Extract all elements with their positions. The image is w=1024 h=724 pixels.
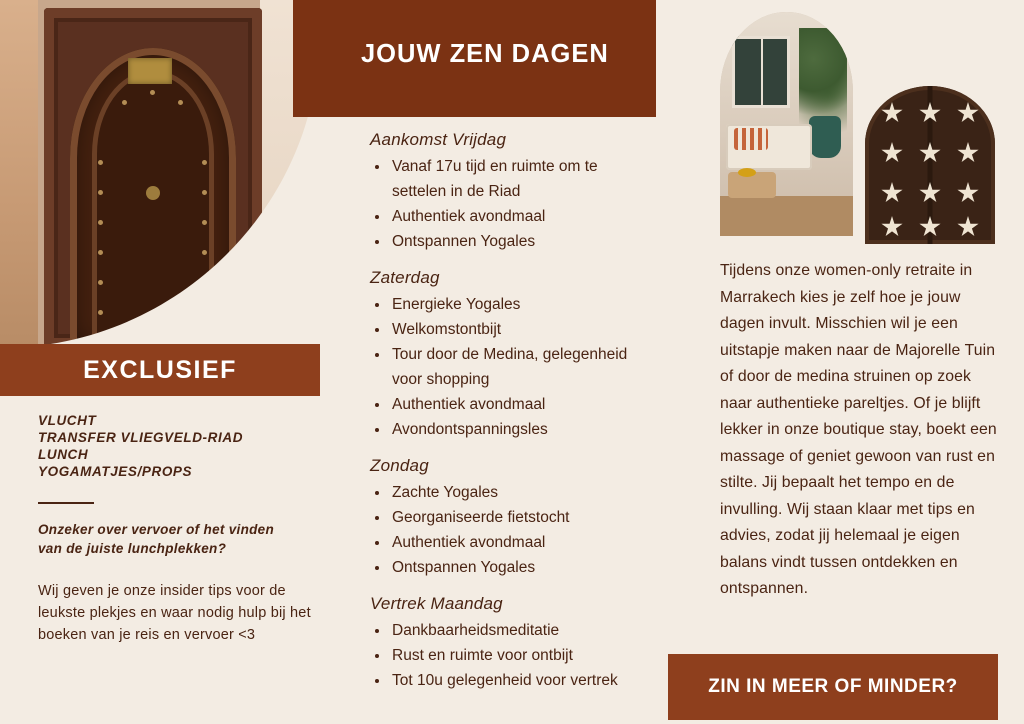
page-title: JOUW ZEN DAGEN <box>361 40 609 68</box>
day-block-monday <box>370 594 655 693</box>
list-item: VLUCHT <box>38 413 97 428</box>
included-list <box>38 412 320 480</box>
left-answer-text: Wij geven je onze insider tips voor de leukste plekjes en waar nodig hulp bij het boeken van je reis en vervoer <3 <box>38 583 311 643</box>
list-item: YOGAMATJES/PROPS <box>38 464 193 479</box>
day-title: Zaterdag <box>370 268 440 287</box>
cta-label: ZIN IN MEER OF MINDER? <box>708 676 958 697</box>
exclusief-label: EXCLUSIEF <box>83 355 237 384</box>
list-item: • Authentiek avondmaal <box>390 392 655 417</box>
day-title: Vertrek Maandag <box>370 594 503 613</box>
list-item: • Welkomstontbijt <box>390 317 655 342</box>
photo-wall-left <box>0 0 38 348</box>
cta-banner[interactable] <box>668 654 998 720</box>
day-block-saturday <box>370 268 655 442</box>
carved-wooden-screen-photo <box>865 86 995 244</box>
title-banner <box>293 0 656 117</box>
photo-window <box>732 36 790 108</box>
left-question-text: Onzeker over vervoer of het vinden van de juiste lunchplekken? <box>38 522 275 556</box>
left-body <box>38 412 320 646</box>
list-item: • Rust en ruimte voor ontbijt <box>390 643 655 668</box>
schedule-list <box>370 130 655 707</box>
day-title: Aankomst Vrijdag <box>370 130 507 149</box>
list-item: • Tot 10u gelegenheid voor vertrek <box>390 668 655 693</box>
list-item: • Avondontspanningsles <box>390 417 655 442</box>
left-column <box>0 0 320 724</box>
photo-plant-pot <box>809 116 841 158</box>
list-item: • Ontspannen Yogales <box>390 555 655 580</box>
list-item: • Authentiek avondmaal <box>390 530 655 555</box>
list-item: • Energieke Yogales <box>390 292 655 317</box>
riad-lounge-photo <box>720 12 853 236</box>
list-item: • Authentiek avondmaal <box>390 204 655 229</box>
list-item: • Dankbaarheidsmeditatie <box>390 618 655 643</box>
photo-floor <box>720 196 853 236</box>
right-body-text: Tijdens onze women-only retraite in Marrakech kies je zelf hoe je jouw dagen invult. Misschien wil je een uitstapje maken naar de Majorelle Tuin of door de medina struinen op zoek naar authentieke pareltjes. Of je blijft lekker in onze boutique stay, boekt een massage of geniet gewoon van rust en stilte. Jij bepaalt het tempo en de invulling. Wij staan klaar met tips en advies, zodat jij helemaal je eigen balans vindt tussen ontdekken en ontspannen. <box>720 262 997 597</box>
riad-door-photo <box>0 0 320 348</box>
list-item: • Georganiseerde fietstocht <box>390 505 655 530</box>
photo-door-studs <box>92 70 214 348</box>
list-item: • Vanaf 17u tijd en ruimte om te settelen in de Riad <box>390 154 655 204</box>
divider <box>38 502 94 504</box>
day-items <box>370 292 655 442</box>
day-block-sunday <box>370 456 655 580</box>
list-item: • Zachte Yogales <box>390 480 655 505</box>
list-item: LUNCH <box>38 447 89 462</box>
exclusief-banner <box>0 344 320 396</box>
day-items <box>370 480 655 580</box>
list-item: • Ontspannen Yogales <box>390 229 655 254</box>
list-item: TRANSFER VLIEGVELD-RIAD <box>38 430 244 445</box>
photo-fruit-bowl <box>738 168 756 177</box>
day-items <box>370 154 655 254</box>
photo-cushion <box>734 128 768 150</box>
day-items <box>370 618 655 693</box>
list-item: • Tour door de Medina, gelegenheid voor shopping <box>390 342 655 392</box>
day-title: Zondag <box>370 456 429 475</box>
day-block-friday <box>370 130 655 254</box>
